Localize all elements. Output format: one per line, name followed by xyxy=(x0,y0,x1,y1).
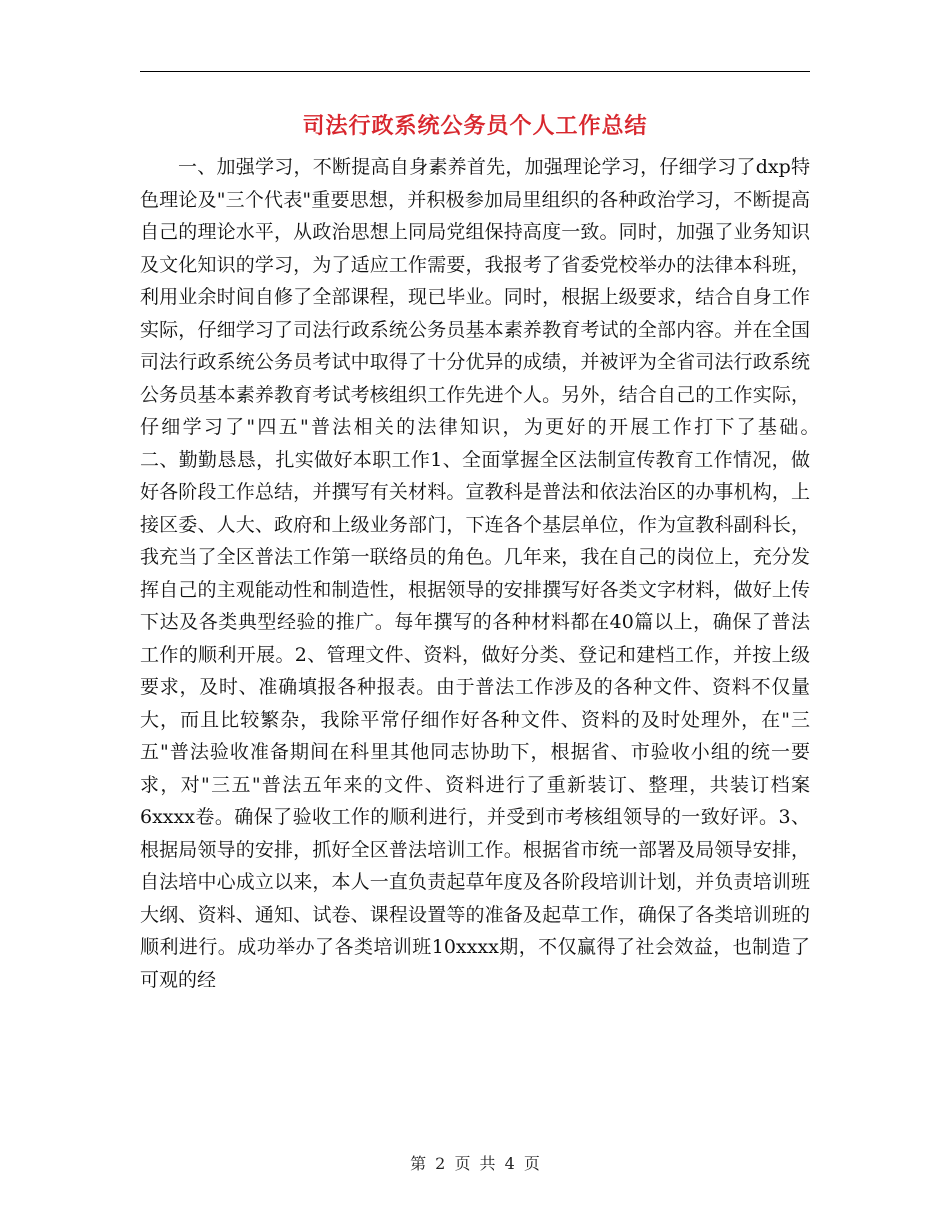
document-body xyxy=(140,151,925,1111)
body-paragraph: 一、加强学习，不断提高自身素养首先，加强理论学习，仔细学习了dxp特色理论及"三个代表"重要思想，并积极参加局里组织的各种政治学习，不断提高自己的理论水平，从政治思想上同局党组保持高度一致。同时，加强了业务知识及文化知识的学习，为了适应工作需要，我报考了省委党校举办的法律本科班，利用业余时间自修了全部课程，现已毕业。同时，根据上级要求，结合自身工作实际，仔细学习了司法行政系统公务员基本素养教育考试的全部内容。并在全国司法行政系统公务员考试中取得了十分优异的成绩，并被评为全省司法行政系统公务员基本素养教育考试考核组织工作先进个人。另外，结合自己的工作实际，仔细学习了"四五"普法相关的法律知识，为更好的开展工作打下了基础。 二、勤勤恳恳，扎实做好本职工作1、全面掌握全区法制宣传教育工作情况，做好各阶段工作总结，并撰写有关材料。宣教科是普法和依法治区的办事机构，上接区委、人大、政府和上级业务部门，下连各个基层单位，作为宣教科副科长，我充当了全区普法工作第一联络员的角色。几年来，我在自己的岗位上，充分发挥自己的主观能动性和制造性，根据领导的安排撰写好各类文字材料，做好上传下达及各类典型经验的推广。每年撰写的各种材料都在40篇以上，确保了普法工作的顺利开展。2、管理文件、资料，做好分类、登记和建档工作，并按上级要求，及时、准确填报各种报表。由于普法工作涉及的各种文件、资料不仅量大，而且比较繁杂，我除平常仔细作好各种文件、资料的及时处理外，在"三五"普法验收准备期间在科里其他同志协助下，根据省、市验收小组的统一要求，对"三五"普法五年来的文件、资料进行了重新装订、整理，共装订档案6xxxx卷。确保了验收工作的顺利进行，并受到市考核组领导的一致好评。3、根据局领导的安排，抓好全区普法培训工作。根据省市统一部署及局领导安排，自法培中心成立以来，本人一直负责起草年度及各阶段培训计划，并负责培训班大纲、资料、通知、试卷、课程设置等的准备及起草工作，确保了各类培训班的顺利进行。成功举办了各类培训班10xxxx期，不仅赢得了社会效益，也制造了可观的经 xyxy=(140,156,925,991)
page-number: 第 2 页 共 4 页 xyxy=(410,1154,540,1173)
document-title: 司法行政系统公务员个人工作总结 xyxy=(302,114,648,139)
header-rule xyxy=(140,71,810,72)
